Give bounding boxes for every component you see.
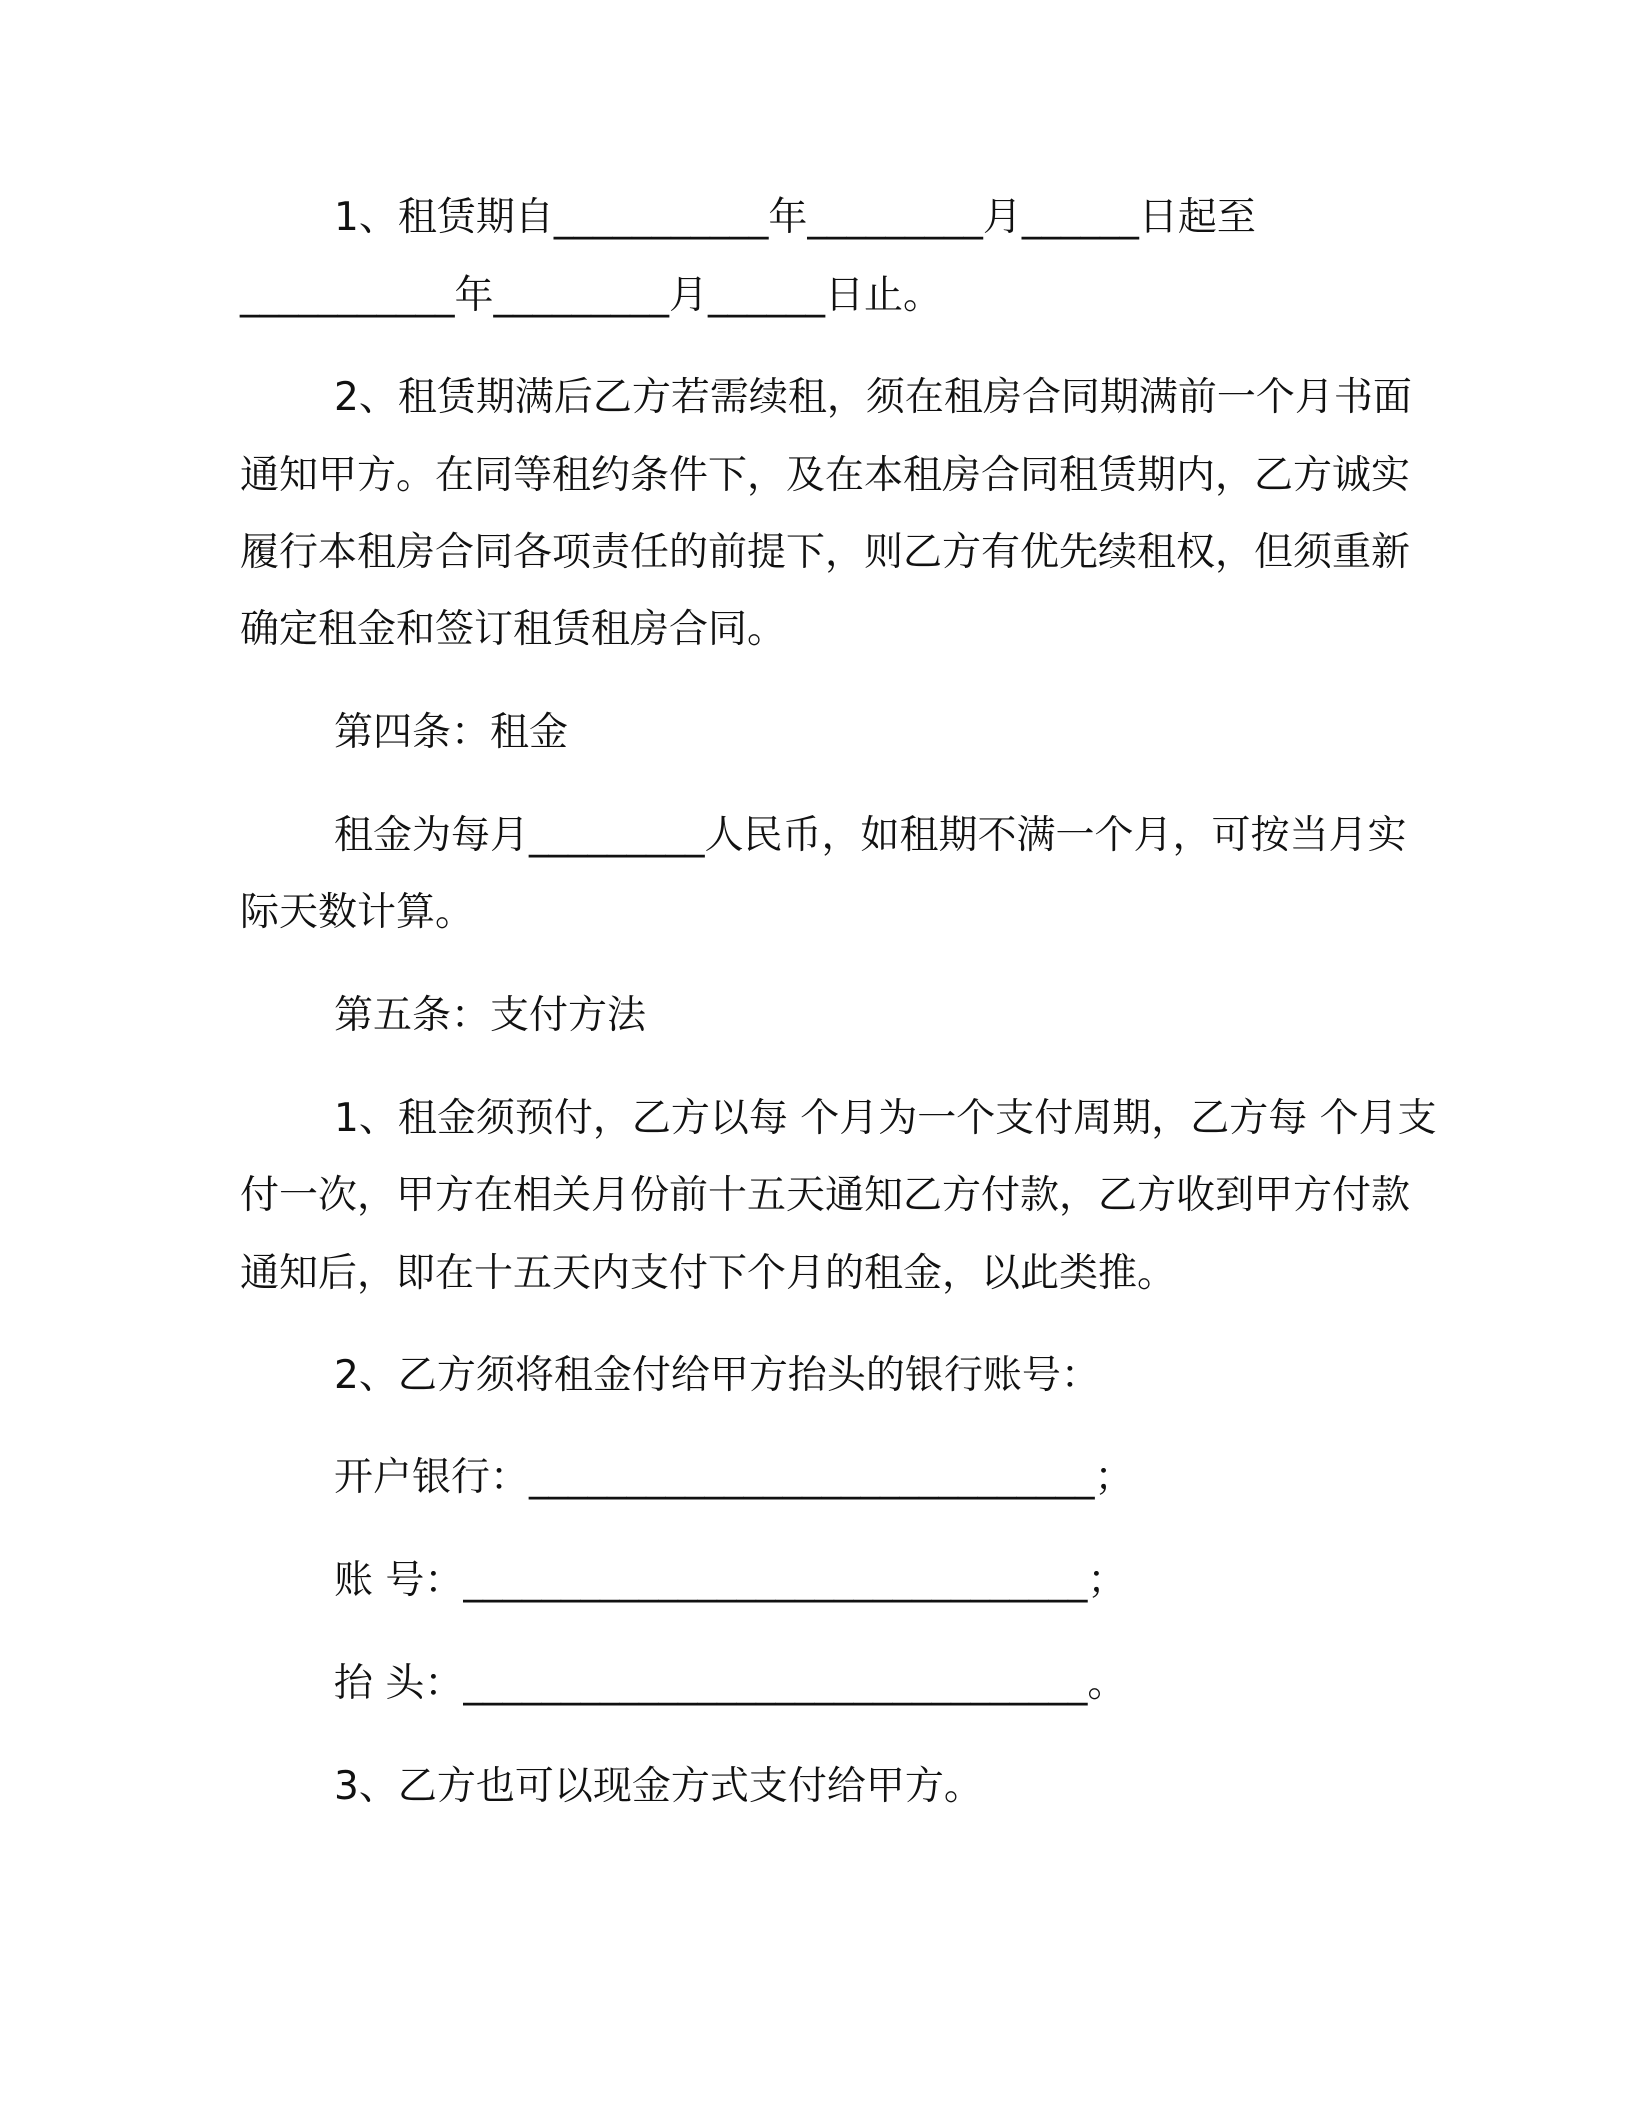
clause-5-item-1-line-1: 1、租金须预付，乙方以每 个月为一个支付周期，乙方每 个月支 (334, 1096, 1437, 1141)
account-number-field: 账 号：________________________________； (334, 1558, 1127, 1603)
bank-name-field: 开户银行：_____________________________； (334, 1455, 1134, 1500)
clause-5-heading: 第五条：支付方法 (334, 993, 647, 1038)
clause-3-item-2-line-3: 履行本租房合同各项责任的前提下，则乙方有优先续租权，但须重新 (240, 530, 1411, 575)
clause-3-item-2-line-4: 确定租金和签订租赁租房合同。 (240, 607, 787, 652)
clause-4-body-line-2: 际天数计算。 (240, 890, 475, 935)
clause-5-item-3: 3、乙方也可以现金方式支付给甲方。 (334, 1764, 983, 1809)
clause-4-heading: 第四条：租金 (334, 710, 569, 755)
clause-3-item-1-line-2: ___________年_________月______日止。 (240, 273, 943, 318)
clause-5-item-1-line-3: 通知后，即在十五天内支付下个月的租金，以此类推。 (240, 1251, 1177, 1296)
clause-3-item-1-line-1: 1、租赁期自___________年_________月______日起至 (334, 195, 1256, 240)
clause-3-item-2-line-1: 2、租赁期满后乙方若需续租，须在租房合同期满前一个月书面 (334, 375, 1412, 420)
clause-5-item-1-line-2: 付一次，甲方在相关月份前十五天通知乙方付款，乙方收到甲方付款 (240, 1173, 1411, 1218)
account-holder-field: 抬 头：________________________________。 (334, 1661, 1127, 1706)
clause-5-item-2: 2、乙方须将租金付给甲方抬头的银行账号： (334, 1353, 1100, 1398)
clause-3-item-2-line-2: 通知甲方。在同等租约条件下，及在本租房合同租赁期内，乙方诚实 (240, 453, 1411, 498)
clause-4-body-line-1: 租金为每月_________人民币，如租期不满一个月，可按当月实 (334, 813, 1407, 858)
